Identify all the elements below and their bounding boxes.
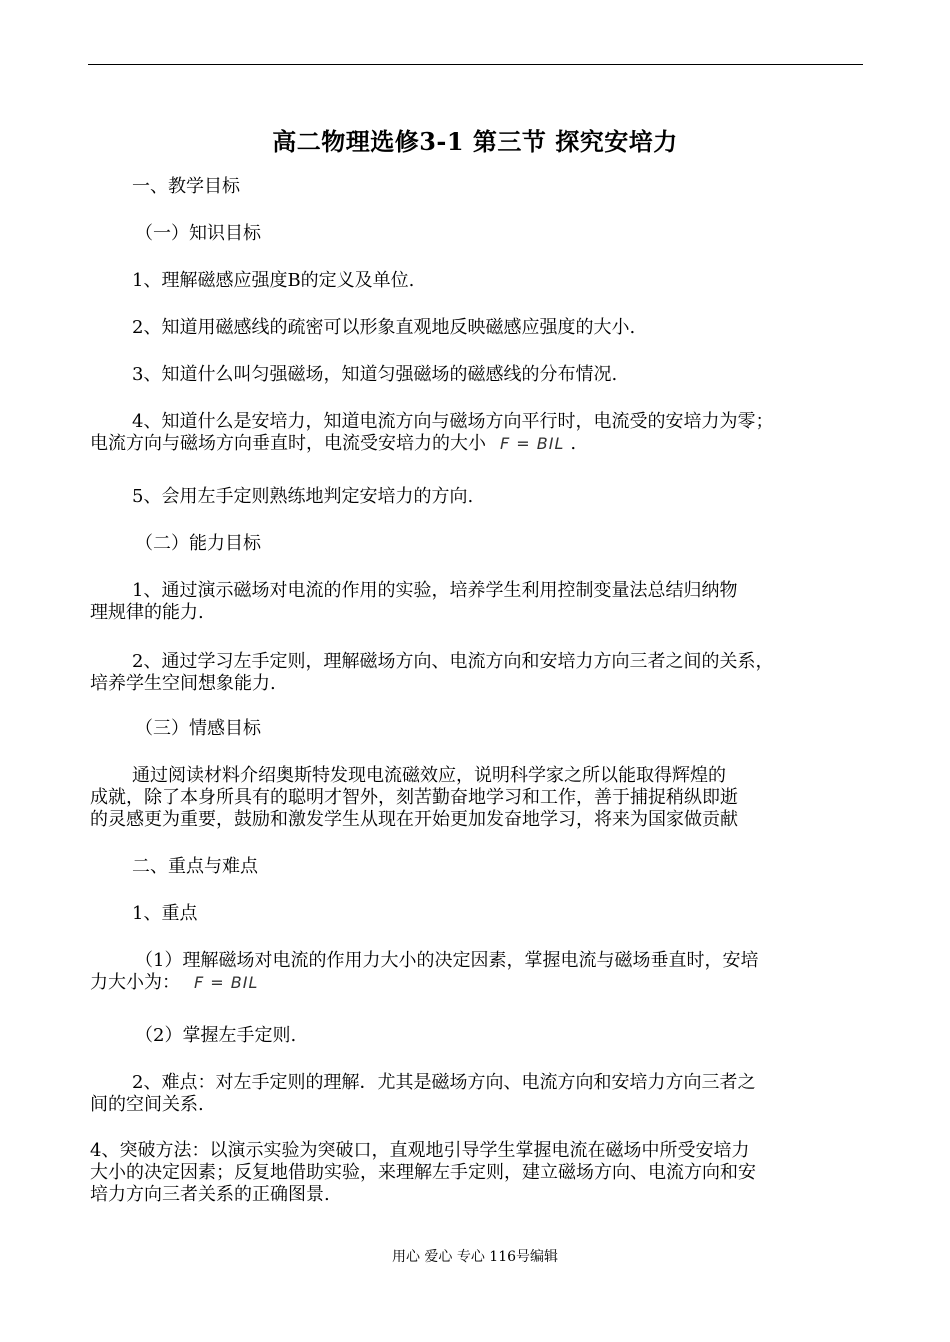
- knowledge-item-3: 3、知道什么叫匀强磁场，知道匀强磁场的磁感线的分布情况.: [132, 364, 618, 385]
- breakthrough-method: [90, 1140, 865, 1206]
- formula-ampere-force-2: F = BIL: [194, 973, 259, 992]
- key-point-1-line-2: [90, 972, 865, 994]
- knowledge-item-1: 1、理解磁感应强度B的定义及单位.: [132, 270, 415, 291]
- knowledge-item-5: 5、会用左手定则熟练地判定安培力的方向.: [132, 486, 474, 507]
- knowledge-item-4-end: .: [570, 433, 577, 454]
- breakthrough-line-1: 4、突破方法：以演示实验为突破口，直观地引导学生掌握电流在磁场中所受安培力: [90, 1140, 750, 1161]
- breakthrough-line-3: 培力方向三者关系的正确图景.: [90, 1184, 330, 1205]
- emotion-paragraph: [90, 765, 865, 831]
- knowledge-item-4-line-1: 4、知道什么是安培力，知道电流方向与磁场方向平行时，电流受的安培力为零；: [132, 411, 774, 432]
- key-point-1: [90, 950, 865, 994]
- ability-item-2: [90, 651, 865, 695]
- key-point-2: （2）掌握左手定则.: [135, 1025, 297, 1046]
- knowledge-item-2: 2、知道用磁感线的疏密可以形象直观地反映磁感应强度的大小.: [132, 317, 636, 338]
- difficult-point-line-1: 2、难点：对左手定则的理解．尤其是磁场方向、电流方向和安培力方向三者之: [132, 1072, 756, 1093]
- emotion-line-3: 的灵感更为重要，鼓励和激发学生从现在开始更加发奋地学习，将来为国家做贡献: [90, 809, 738, 830]
- page-footer: 用心 爱心 专心 116号编辑: [391, 1249, 559, 1265]
- key-points-heading: 1、重点: [132, 903, 198, 924]
- ability-item-2-line-2: 培养学生空间想象能力.: [90, 673, 276, 694]
- section-key-difficult: 二、重点与难点: [132, 856, 258, 877]
- header-rule: [88, 64, 863, 65]
- knowledge-item-4-line-2: [90, 433, 865, 455]
- subsection-ability-goals: （二）能力目标: [135, 533, 261, 554]
- emotion-line-2: 成就，除了本身所具有的聪明才智外，刻苦勤奋地学习和工作，善于捕捉稍纵即逝: [90, 787, 738, 808]
- breakthrough-line-2: 大小的决定因素；反复地借助实验，来理解左手定则，建立磁场方向、电流方向和安: [90, 1162, 756, 1183]
- ability-item-1: [90, 580, 865, 624]
- difficult-point: [90, 1072, 865, 1116]
- difficult-point-line-2: 间的空间关系.: [90, 1094, 204, 1115]
- subsection-knowledge-goals: （一）知识目标: [135, 223, 261, 244]
- emotion-line-1: 通过阅读材料介绍奥斯特发现电流磁效应，说明科学家之所以能取得辉煌的: [132, 765, 726, 786]
- page-title: 高二物理选修3-1 第三节 探究安培力: [272, 127, 678, 156]
- key-point-1-line-1: （1）理解磁场对电流的作用力大小的决定因素，掌握电流与磁场垂直时，安培: [135, 950, 759, 971]
- ability-item-1-line-1: 1、通过演示磁场对电流的作用的实验，培养学生利用控制变量法总结归纳物: [132, 580, 738, 601]
- ability-item-1-line-2: 理规律的能力.: [90, 602, 204, 623]
- section-teaching-goals: 一、教学目标: [132, 176, 240, 197]
- formula-ampere-force: F = BIL: [500, 434, 565, 453]
- subsection-emotion-goals: （三）情感目标: [135, 718, 261, 739]
- key-point-1-text: 力大小为：: [90, 972, 180, 993]
- knowledge-item-4-text: 电流方向与磁场方向垂直时，电流受安培力的大小: [90, 433, 486, 454]
- knowledge-item-4: [90, 411, 865, 455]
- ability-item-2-line-1: 2、通过学习左手定则，理解磁场方向、电流方向和安培力方向三者之间的关系，: [132, 651, 774, 672]
